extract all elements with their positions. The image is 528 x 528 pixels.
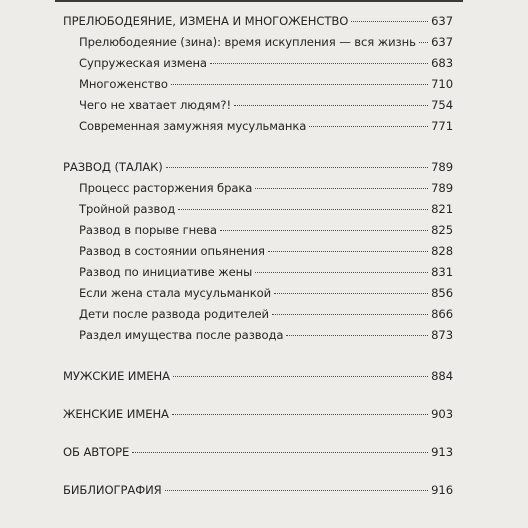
dot-leader [165, 490, 429, 491]
toc-section-adultery [63, 14, 453, 35]
section-spacer [63, 140, 453, 160]
toc-page-number: 789 [431, 160, 453, 174]
toc-section-divorce [63, 160, 453, 181]
toc-page-number: 866 [431, 307, 453, 321]
toc-item [63, 244, 453, 265]
toc-section-male-names [63, 369, 453, 390]
toc-item-title: Супружеская измена [79, 56, 207, 70]
toc-item [63, 181, 453, 202]
dot-leader [255, 272, 428, 273]
dot-leader [419, 42, 428, 43]
toc-section-title: ОБ АВТОРЕ [63, 445, 130, 459]
toc-item [63, 223, 453, 244]
dot-leader [172, 414, 428, 415]
toc-page-number: 916 [431, 483, 453, 497]
toc-item [63, 77, 453, 98]
dot-leader [220, 230, 428, 231]
dot-leader [173, 376, 428, 377]
toc-item [63, 119, 453, 140]
toc-item [63, 202, 453, 223]
toc-section-bibliography [63, 483, 453, 504]
toc-page-number: 825 [431, 223, 453, 237]
toc-item-title: Тройной развод [79, 202, 176, 216]
dot-leader [234, 105, 428, 106]
toc-page-number: 831 [431, 265, 453, 279]
toc-item [63, 56, 453, 77]
toc-page-number: 683 [431, 56, 453, 70]
toc-item-title: Развод в порыве гнева [79, 223, 217, 237]
dot-leader [166, 167, 428, 168]
toc-item-title: Современная замужняя мусульманка [79, 119, 307, 133]
toc-section-title: ЖЕНСКИЕ ИМЕНА [63, 407, 169, 421]
toc-page-number: 821 [431, 202, 453, 216]
dot-leader [286, 335, 428, 336]
toc-page-number: 754 [431, 98, 453, 112]
toc-item-title: Развод в состоянии опьянения [79, 244, 265, 258]
toc-section-title: РАЗВОД (ТАЛАК) [63, 160, 163, 174]
toc-page-number: 637 [431, 14, 453, 28]
toc-item [63, 328, 453, 349]
section-spacer [63, 390, 453, 407]
dot-leader [268, 251, 428, 252]
toc-page-number: 873 [431, 328, 453, 342]
toc-section-about-author [63, 445, 453, 466]
table-of-contents [63, 14, 453, 504]
dot-leader [351, 21, 428, 22]
toc-page-number: 789 [431, 181, 453, 195]
toc-item [63, 35, 453, 56]
toc-item-title: Процесс расторжения брака [79, 181, 253, 195]
toc-item-title: Развод по инициативе жены [79, 265, 253, 279]
toc-item-title: Раздел имущества после развода [79, 328, 284, 342]
dot-leader [210, 63, 428, 64]
dot-leader [272, 314, 428, 315]
dot-leader [132, 452, 428, 453]
toc-page-number: 884 [431, 369, 453, 383]
toc-item-title: Прелюбодеяние (зина): время искупления — вся жизнь [79, 35, 416, 49]
top-rule [55, 0, 463, 2]
dot-leader [255, 188, 428, 189]
toc-item [63, 307, 453, 328]
section-spacer [63, 466, 453, 483]
section-spacer [63, 349, 453, 369]
toc-item-title: Чего не хватает людям?! [79, 98, 231, 112]
dot-leader [274, 293, 428, 294]
toc-page-number: 856 [431, 286, 453, 300]
toc-section-title: МУЖСКИЕ ИМЕНА [63, 369, 170, 383]
toc-page-number: 828 [431, 244, 453, 258]
dot-leader [178, 209, 428, 210]
dot-leader [171, 84, 428, 85]
toc-item-title: Если жена стала мусульманкой [79, 286, 272, 300]
toc-item-title: Многоженство [79, 77, 168, 91]
toc-section-female-names [63, 407, 453, 428]
section-spacer [63, 428, 453, 445]
toc-item-title: Дети после развода родителей [79, 307, 269, 321]
toc-page-number: 710 [431, 77, 453, 91]
toc-page-number: 913 [431, 445, 453, 459]
toc-page-number: 771 [431, 119, 453, 133]
toc-section-title: БИБЛИОГРАФИЯ [63, 483, 162, 497]
toc-item [63, 265, 453, 286]
toc-item [63, 286, 453, 307]
dot-leader [309, 126, 428, 127]
toc-page-number: 637 [431, 35, 453, 49]
toc-item [63, 98, 453, 119]
toc-page-number: 903 [431, 407, 453, 421]
toc-section-title: ПРЕЛЮБОДЕЯНИЕ, ИЗМЕНА И МНОГОЖЕНСТВО [63, 14, 349, 28]
